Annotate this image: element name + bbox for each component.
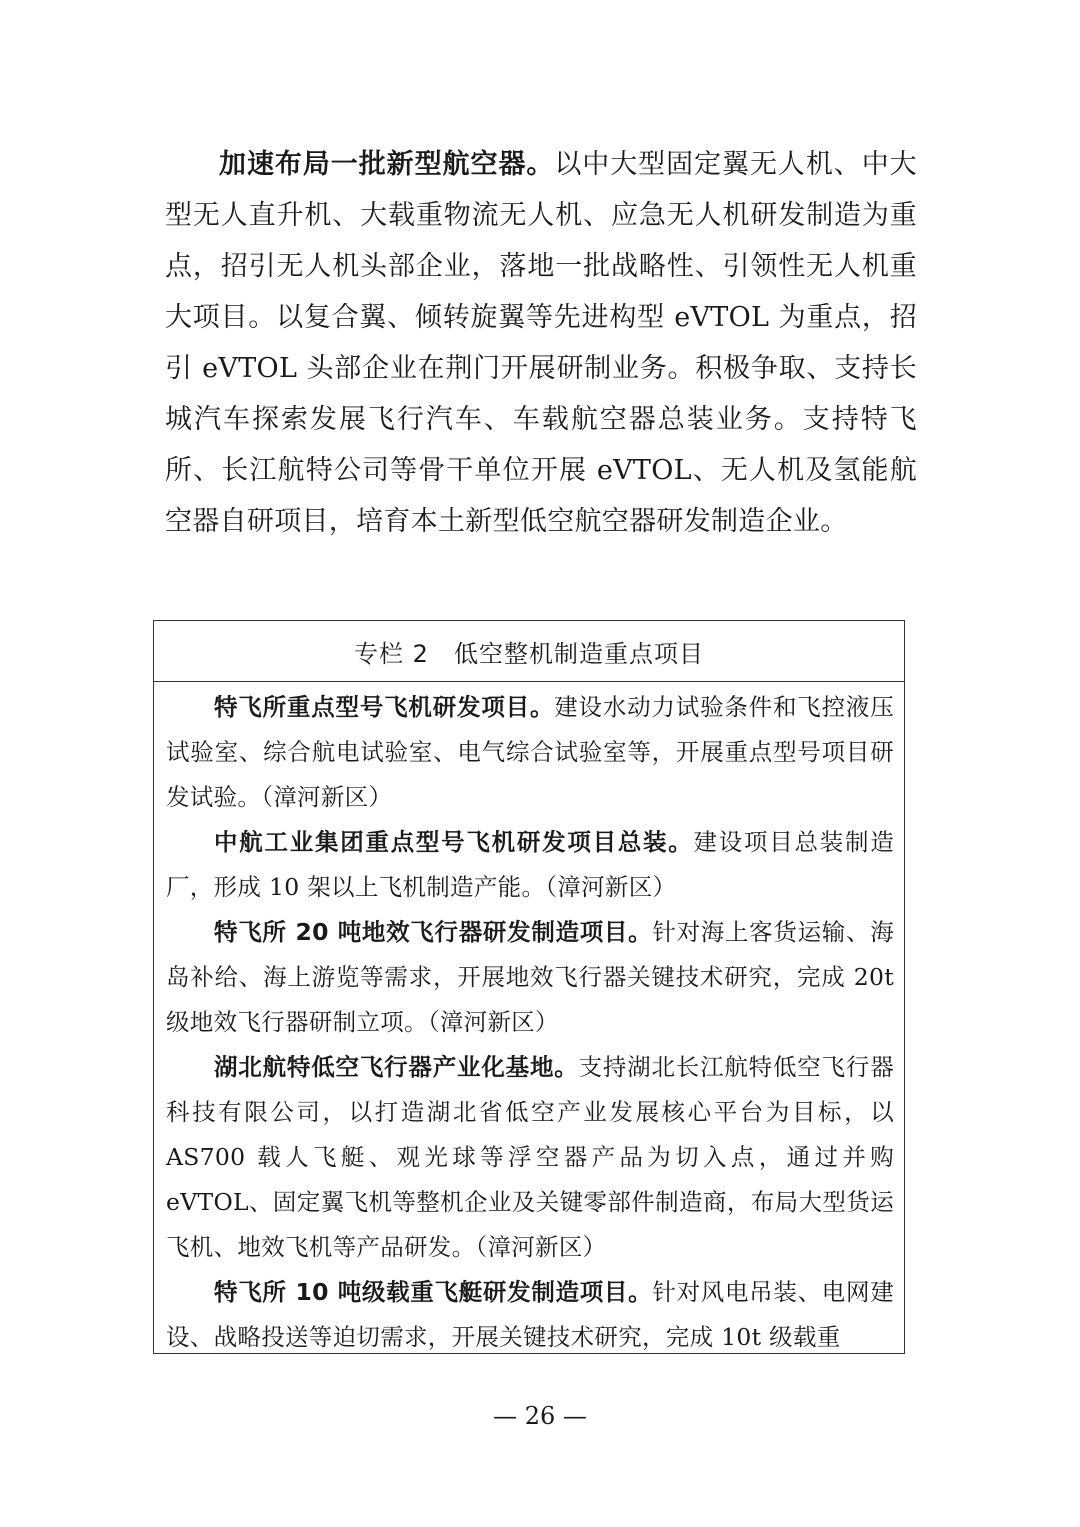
column-title: 专栏 2 低空整机制造重点项目	[154, 621, 904, 682]
project-item-body: 针对风电吊装、电网建设、战略投送等迫切需求，开展关键技术研究，完成 10t 级载重	[166, 1278, 894, 1351]
intro-heading: 加速布局一批新型航空器。	[219, 149, 555, 180]
project-item-body: 建设项目总装制造厂，形成 10 架以上飞机制造产能。（漳河新区）	[166, 828, 894, 901]
project-column-box	[153, 620, 905, 1354]
intro-body: 以中大型固定翼无人机、中大型无人直升机、大载重物流无人机、应急无人机研发制造为重点，招引无人机头部企业，落地一批战略性、引领性无人机重大项目。以复合翼、倾转旋翼等先进构型 eVTOL 为重点，招引 eVTOL 头部企业在荆门开展研制业务。积极争取、支持长城汽车探索发展飞行汽车、车载航空器总装业务。支持特飞所、长江航特公司等骨干单位开展 eVTOL、无人机及氢能航空器自研项目，培育本土新型低空航空器研发制造企业。	[165, 149, 917, 537]
project-item	[166, 1045, 894, 1270]
project-item-heading: 特飞所 10 吨级载重飞艇研发制造项目。	[214, 1278, 653, 1306]
project-item	[166, 685, 894, 820]
project-item	[166, 1270, 894, 1354]
project-item-heading: 特飞所重点型号飞机研发项目。	[214, 693, 555, 721]
column-body	[154, 682, 904, 1354]
project-item-body: 支持湖北长江航特低空飞行器科技有限公司，以打造湖北省低空产业发展核心平台为目标，以 AS700 载人飞艇、观光球等浮空器产品为切入点，通过并购 eVTOL、固定翼飞机等整机企业及关键零部件制造商，布局大型货运飞机、地效飞机等产品研发。（漳河新区）	[166, 1053, 895, 1261]
project-item-body: 针对海上客货运输、海岛补给、海上游览等需求，开展地效飞行器关键技术研究，完成 20t 级地效飞行器研制立项。（漳河新区）	[166, 918, 894, 1036]
page-number: — 26 —	[493, 1402, 587, 1430]
intro-paragraph	[165, 139, 917, 547]
project-item-heading: 中航工业集团重点型号飞机研发项目总装。	[214, 828, 694, 856]
project-item	[166, 910, 894, 1045]
project-item-heading: 湖北航特低空飞行器产业化基地。	[214, 1053, 579, 1081]
project-item	[166, 820, 894, 910]
project-item-body: 建设水动力试验条件和飞控液压试验室、综合航电试验室、电气综合试验室等，开展重点型号项目研发试验。（漳河新区）	[166, 693, 894, 811]
project-item-heading: 特飞所 20 吨地效飞行器研发制造项目。	[214, 918, 653, 946]
